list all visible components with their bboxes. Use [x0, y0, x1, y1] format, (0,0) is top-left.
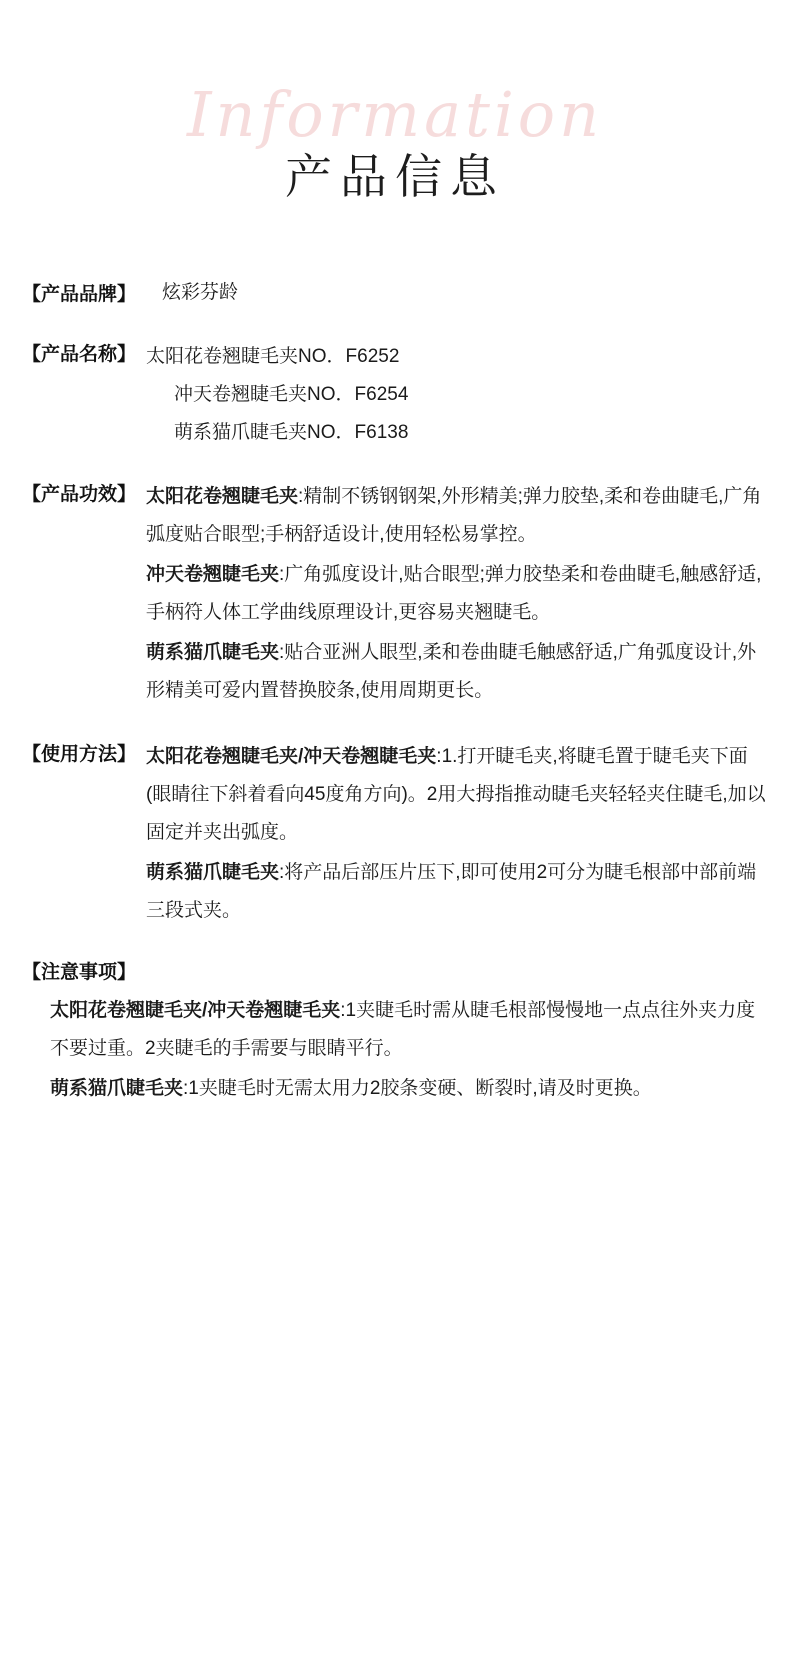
feature-lead: 太阳花卷翘睫毛夹 — [146, 486, 299, 507]
notice-paragraph — [50, 992, 768, 1068]
notice-lead: 太阳花卷翘睫毛夹/冲天卷翘睫毛夹 — [50, 1000, 341, 1021]
usage-text: :1.打开睫毛夹,将睫毛置于睫毛夹下面(眼睛往下斜着看向45度角方向)。2用大拇指推动睫毛夹轻轻夹住睫毛,加以固定并夹出弧度。 — [146, 746, 766, 843]
feature-paragraph — [146, 478, 768, 554]
section-features — [22, 478, 768, 712]
section-product-name-label: 【产品名称】 — [22, 344, 137, 365]
page-content — [0, 250, 790, 1108]
page-header — [0, 0, 790, 250]
section-product-name — [22, 338, 768, 452]
decorative-script-word: Information — [186, 78, 604, 151]
section-usage-label: 【使用方法】 — [22, 744, 137, 765]
section-product-name-value — [136, 338, 768, 452]
usage-text: :将产品后部压片压下,即可使用2可分为睫毛根部中部前端三段式夹。 — [146, 862, 757, 921]
section-notice — [22, 958, 768, 1108]
section-usage — [22, 738, 768, 932]
feature-text: :广角弧度设计,贴合眼型;弹力胶垫柔和卷曲睫毛,触感舒适,手柄符人体工学曲线原理设计,更容易夹翘睫毛。 — [146, 564, 762, 623]
notice-text: :1夹睫毛时无需太用力2胶条变硬、断裂时,请及时更换。 — [183, 1078, 652, 1099]
page-title: 产品信息 — [285, 150, 505, 203]
notice-paragraph — [50, 1070, 768, 1108]
notice-lead: 萌系猫爪睫毛夹 — [50, 1078, 184, 1099]
feature-paragraph — [146, 634, 768, 710]
product-name-item: 太阳花卷翘睫毛夹NO．F6252 — [146, 346, 400, 367]
usage-lead: 萌系猫爪睫毛夹 — [146, 862, 280, 883]
product-name-item: 冲天卷翘睫毛夹NO．F6254 — [174, 384, 409, 405]
brand-name: 炫彩芬龄 — [162, 282, 239, 303]
section-notice-label: 【注意事项】 — [22, 962, 137, 983]
feature-text: :贴合亚洲人眼型,柔和卷曲睫毛触感舒适,广角弧度设计,外形精美可爱内置替换胶条,使用周期更长。 — [146, 642, 757, 701]
usage-lead: 太阳花卷翘睫毛夹/冲天卷翘睫毛夹 — [146, 746, 437, 767]
section-usage-value — [136, 738, 768, 932]
section-features-value — [136, 478, 768, 712]
section-brand-value — [136, 278, 768, 308]
section-brand-label: 【产品品牌】 — [22, 284, 137, 305]
usage-paragraph — [146, 854, 768, 930]
section-features-label: 【产品功效】 — [22, 484, 137, 505]
feature-lead: 萌系猫爪睫毛夹 — [146, 642, 280, 663]
notice-text: :1夹睫毛时需从睫毛根部慢慢地一点点往外夹力度不要过重。2夹睫毛的手需要与眼睛平行。 — [50, 1000, 756, 1059]
feature-lead: 冲天卷翘睫毛夹 — [146, 564, 280, 585]
feature-paragraph — [146, 556, 768, 632]
product-name-item: 萌系猫爪睫毛夹NO．F6138 — [174, 422, 409, 443]
usage-paragraph — [146, 738, 768, 852]
section-notice-value — [22, 992, 768, 1108]
section-brand — [22, 278, 768, 312]
feature-text: :精制不锈钢钢架,外形精美;弹力胶垫,柔和卷曲睫毛,广角弧度贴合眼型;手柄舒适设计,使用轻松易掌控。 — [146, 486, 762, 545]
